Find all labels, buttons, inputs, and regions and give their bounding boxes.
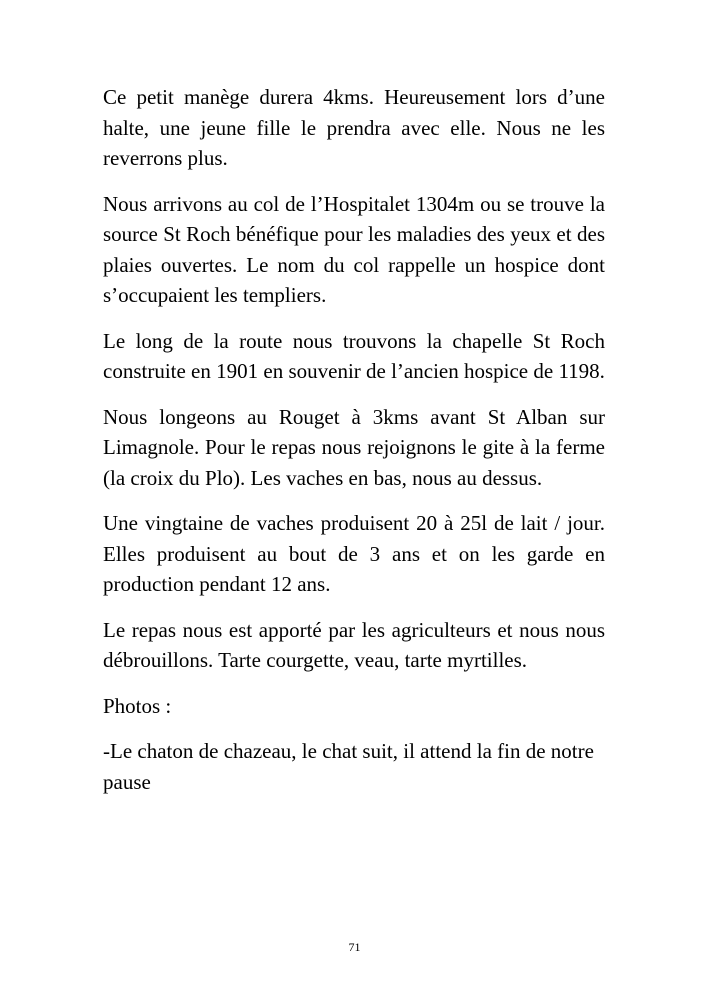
paragraph: Le long de la route nous trouvons la chapelle St Roch construite en 1901 en souvenir de l’ancien hospice de 1198. xyxy=(103,328,605,383)
paragraph: Le repas nous est apporté par les agriculteurs et nous nous débrouillons. Tarte courgette, veau, tarte myrtilles. xyxy=(103,617,605,672)
body-text xyxy=(103,82,605,812)
page-number: 71 xyxy=(348,940,361,954)
paragraph: -Le chaton de chazeau, le chat suit, il attend la fin de notre pause xyxy=(103,739,594,794)
paragraph: Une vingtaine de vaches produisent 20 à 25l de lait / jour. Elles produisent au bout de 3 ans et on les garde en production pendant 12 ans. xyxy=(103,511,605,596)
paragraph: Nous longeons au Rouget à 3kms avant St Alban sur Limagnole. Pour le repas nous rejoignons le gite à la ferme (la croix du Plo). Les vaches en bas, nous au dessus. xyxy=(103,404,605,490)
paragraph: Photos : xyxy=(103,693,172,718)
paragraph: Nous arrivons au col de l’Hospitalet 1304m ou se trouve la source St Roch bénéfique pour les maladies des yeux et des plaies ouvertes. Le nom du col rappelle un hospice dont s’occupaient les templiers. xyxy=(103,191,605,307)
paragraph: Ce petit manège durera 4kms. Heureusement lors d’une halte, une jeune fille le prendra avec elle. Nous ne les reverrons plus. xyxy=(103,85,605,170)
